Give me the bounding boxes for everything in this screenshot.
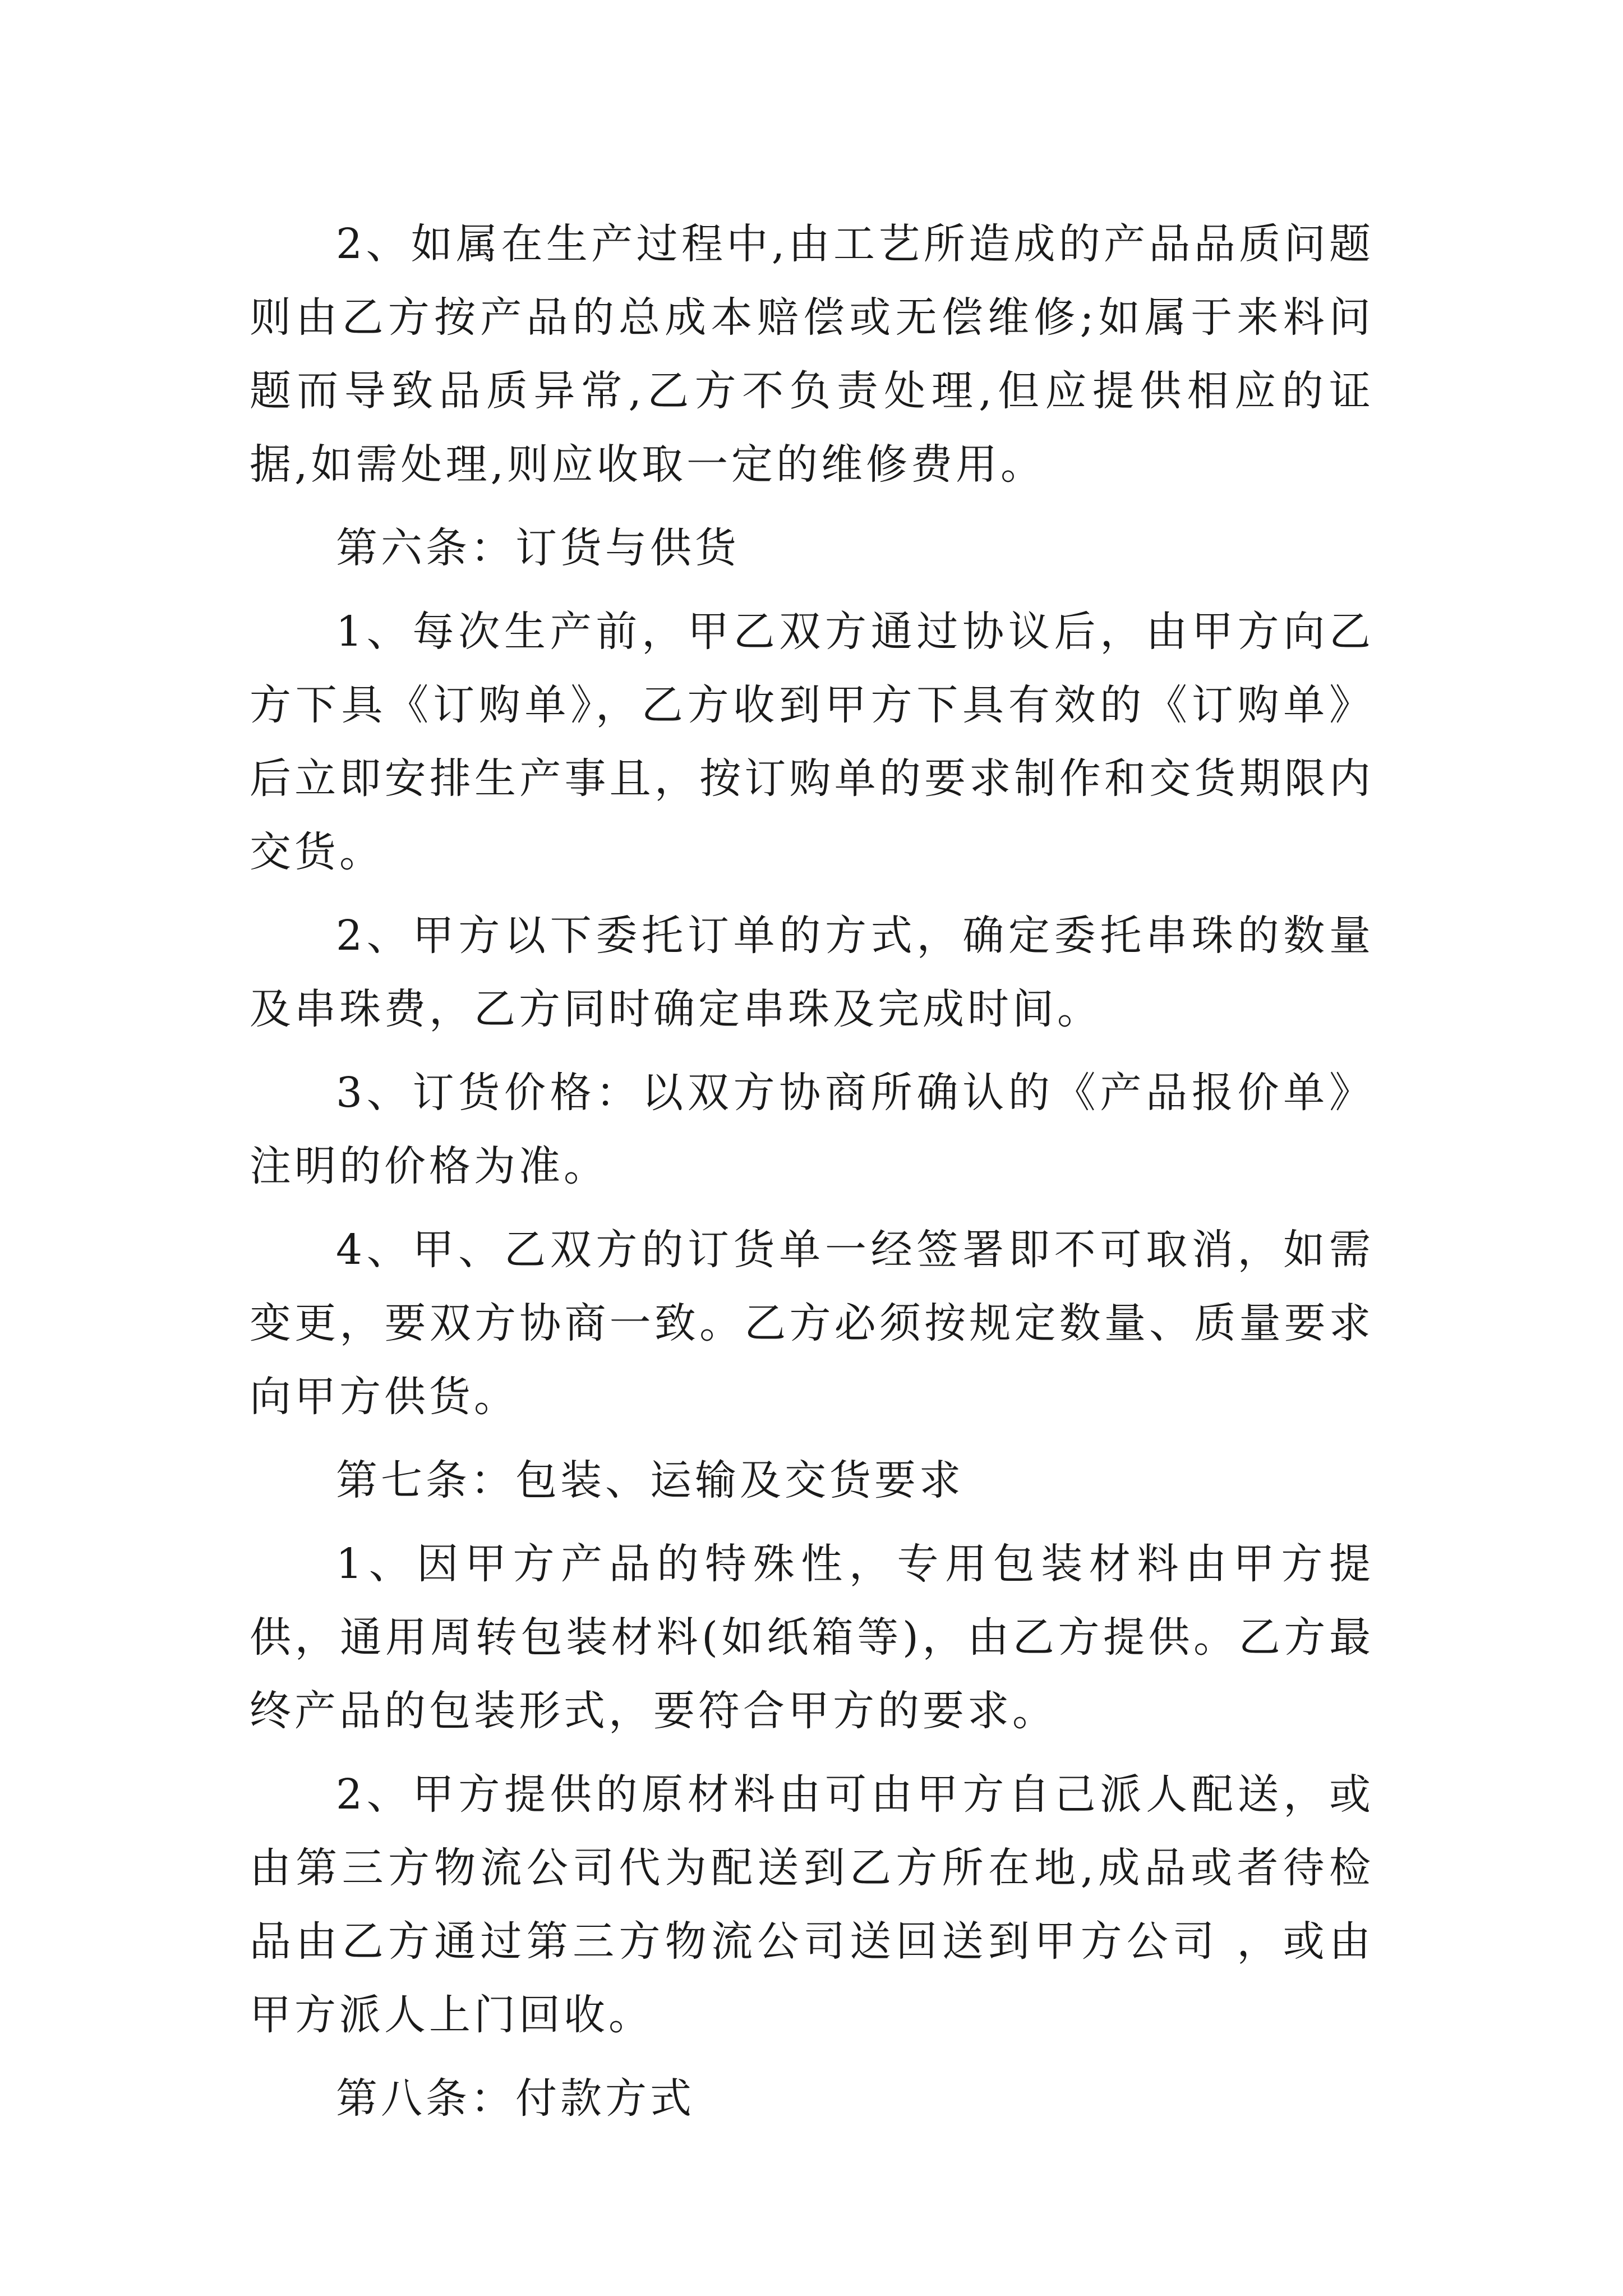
paragraph-6-2: 2、甲方以下委托订单的方式，确定委托串珠的数量及串珠费，乙方同时确定串珠及完成时间。: [250, 912, 1374, 1033]
document-body: [250, 208, 1374, 2146]
paragraph-6-3: 3、订货价格：以双方协商所确认的《产品报价单》注明的价格为准。: [250, 1069, 1374, 1190]
paragraph-7-1: 1、因甲方产品的特殊性，专用包装材料由甲方提供，通用周转包装材料(如纸箱等)，由乙方提供。乙方最终产品的包装形式，要符合甲方的要求。: [250, 1540, 1374, 1735]
article-8-heading: 第八条：付款方式: [336, 2074, 695, 2123]
paragraph-6-1: 1、每次生产前，甲乙双方通过协议后，由甲方向乙方下具《订购单》，乙方收到甲方下具有效的《订购单》后立即安排生产事且，按订购单的要求制作和交货期限内交货。: [250, 608, 1374, 876]
paragraph-6-4: 4、甲、乙双方的订货单一经签署即不可取消，如需变更，要双方协商一致。乙方必须按规定数量、质量要求向甲方供货。: [250, 1226, 1374, 1421]
article-7-heading: 第七条：包装、运输及交货要求: [336, 1456, 964, 1504]
article-6-heading: 第六条：订货与供货: [336, 524, 740, 572]
paragraph-7-2: 2、甲方提供的原材料由可由甲方自己派人配送，或由第三方物流公司代为配送到乙方所在地,成品或者待检品由乙方通过第三方物流公司送回送到甲方公司 ，或由甲方派人上门回收。: [250, 1770, 1374, 2039]
paragraph-quality-responsibility: 2、如属在生产过程中,由工艺所造成的产品品质问题则由乙方按产品的总成本赔偿或无偿维修;如属于来料问题而导致品质异常,乙方不负责处理,但应提供相应的证据,如需处理,则应收取一定的维修费用。: [250, 220, 1374, 489]
